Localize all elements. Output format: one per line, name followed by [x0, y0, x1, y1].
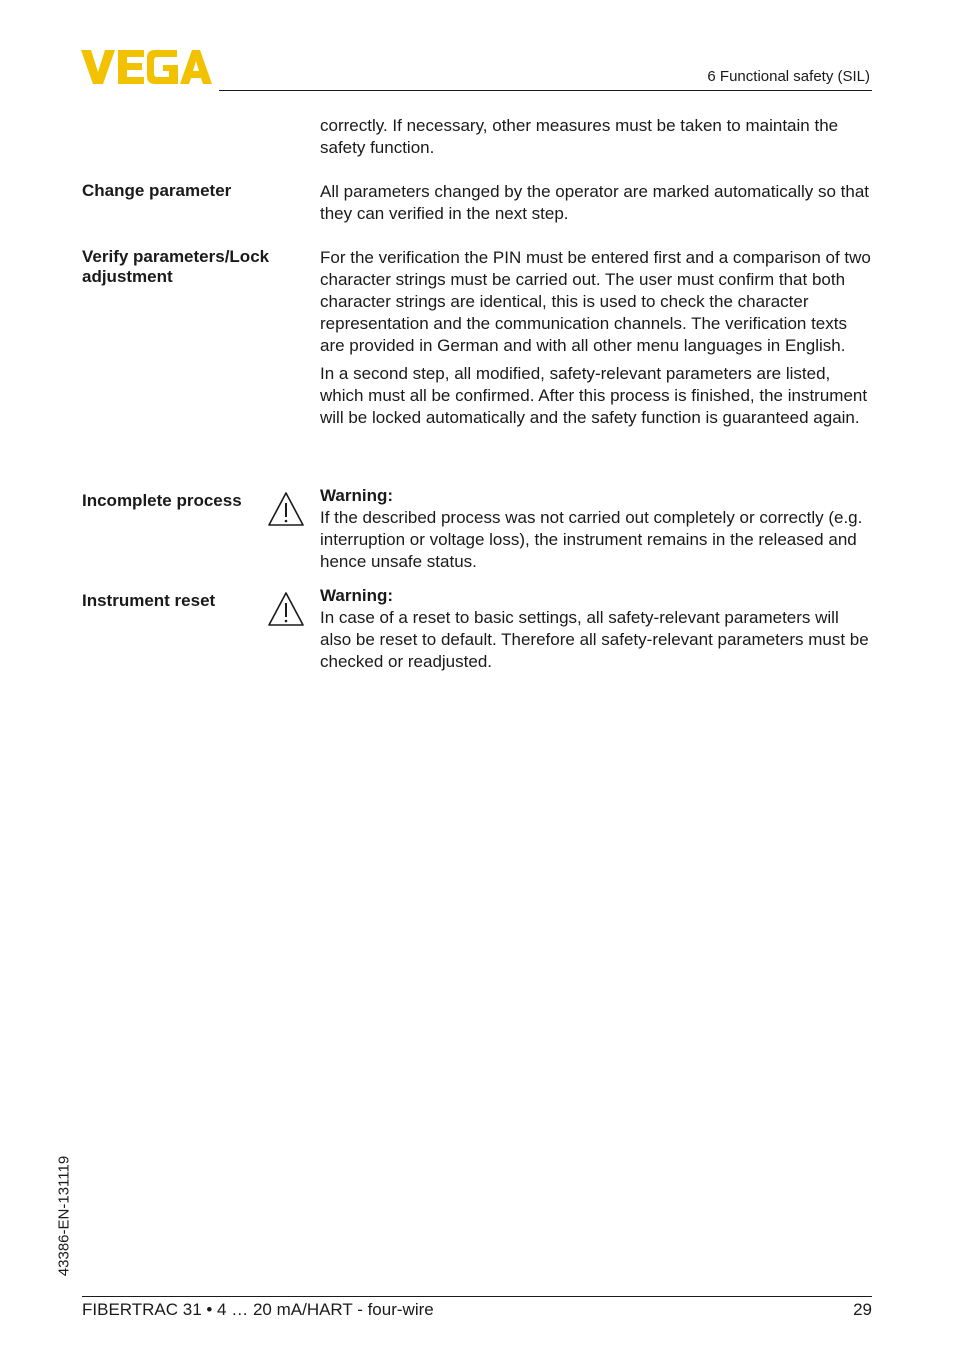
warning-title: Warning:: [320, 586, 394, 605]
page-number: 29: [853, 1300, 872, 1319]
section-label: Change parameter: [82, 181, 232, 200]
paragraph: In case of a reset to basic settings, all safety-relevant parameters will also be reset to default. Therefore all safety-relevant parameters must be checked or readjusted.: [320, 608, 869, 671]
paragraph: All parameters changed by the operator are marked automatically so that they can verified in the next step.: [320, 182, 870, 223]
footer-rule: [82, 1296, 872, 1297]
paragraph: For the verification the PIN must be entered first and a comparison of two character strings must be carried out. The user must confirm that both character strings are identical, this is used to check the character representation and the communication channels. The verification texts are provided in German and with all other menu languages in English.: [320, 248, 871, 355]
section-label: Verify parameters/Lock adjustment: [82, 247, 270, 286]
section-label: Incomplete process: [82, 491, 242, 510]
section-label: Instrument reset: [82, 591, 216, 610]
document-code: 43386-EN-131119: [55, 1155, 73, 1277]
paragraph: correctly. If necessary, other measures must be taken to maintain the safety function.: [320, 116, 839, 157]
warning-triangle-icon: [267, 491, 305, 527]
vega-logo: [81, 50, 212, 84]
warning-title: Warning:: [320, 486, 394, 505]
section-text: [320, 181, 872, 225]
section-title: 6 Functional safety (SIL): [707, 68, 870, 85]
header-rule: [219, 90, 872, 91]
section-text: [320, 115, 872, 159]
footer-product: FIBERTRAC 31 • 4 … 20 mA/HART - four-wire: [82, 1300, 434, 1319]
paragraph: In a second step, all modified, safety-relevant parameters are listed, which must all be confirmed. After this process is finished, the instrument will be locked automatically and the safety function is guaranteed again.: [320, 364, 868, 427]
section-text: [320, 585, 872, 673]
paragraph: If the described process was not carried out completely or correctly (e.g. interruption or voltage loss), the instrument remains in the released and hence unsafe status.: [320, 508, 863, 571]
warning-triangle-icon: [267, 591, 305, 627]
section-text: [320, 485, 872, 573]
section-text: [320, 247, 872, 429]
